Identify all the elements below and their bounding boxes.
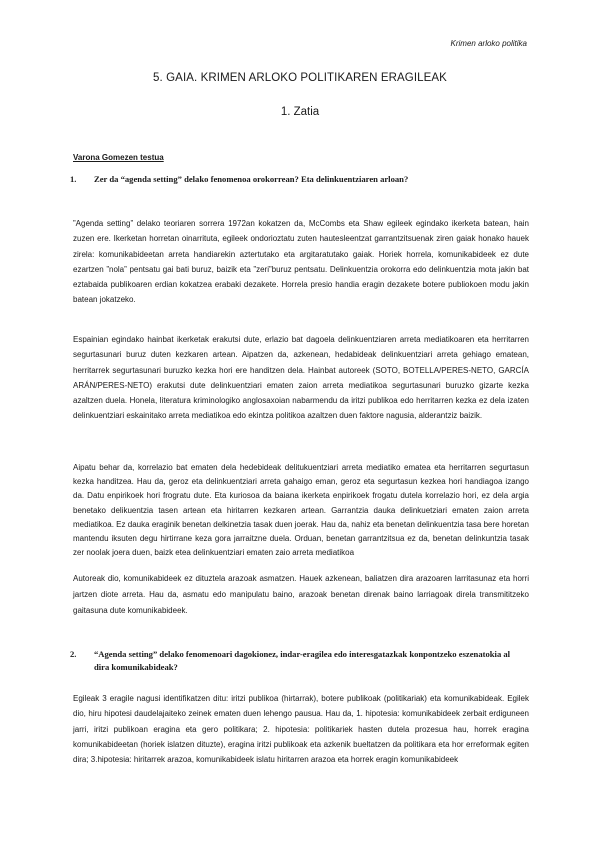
question-1 xyxy=(70,173,524,186)
paragraph-1 xyxy=(73,216,529,308)
question-number: 2. xyxy=(70,649,77,659)
paragraph-3 xyxy=(73,461,529,560)
paragraph-text: Egileak 3 eragile nagusi identifikatzen ditu: iritzi publikoa (hirtarrak), botere publikoak (politikariak) eta komunikabideak. Egilek dio, hiru hipotesi daudelajaiteko zeinek ematen duen lehengo pausua. Hau da, 1. hipotesia: komunikabideek zerbait erdiguneen jarri, iritzi publikoan eragina eta gero politikara; 2. hipotesia: politikariek hasten dutela prozesua hau, horrek eragina komunikabideetan (horiek islatzen dituzte), eragina iritzi publikoak eta azkenik bueltatzen da politikara eta hor erreformak egiten dira; 3.hipotesia: hiritarrek arazoa, komunikabideek islatu hiritarren arazoa eta horrek eragin komunikabideek xyxy=(73,694,529,765)
page-title: 5. GAIA. KRIMEN ARLOKO POLITIKAREN ERAGILEAK xyxy=(153,72,447,84)
question-number: 1. xyxy=(70,174,77,184)
page-subtitle: 1. Zatia xyxy=(280,106,320,118)
paragraph-text: Aipatu behar da, korrelazio bat ematen dela hedebideak delitukuentziari arreta mediatiko ematea eta herritarren segurtasun kezka handitzea. Hau da, geroz eta delinkuentziari arreta gahaigo eman, geroz eta segurtasun kezkea hori handiagoa izango da. Datu enpirikoek hori frogratu dute. Eta kuriosoa da baiana ikerketa enpirikoek frogatu dutela korrelazio hori, ez dela argia benetako delikuentzia tasen artean eta hiritarren kezkaren artean. Garrantzia dauka delinkuetziari ematen zaion arreta mediatikoa. Ez dauka eraginik benetan delkinetzia tasak duen joerak. Hau da, nahiz eta benetan delinkuentzia tasa bere horetan mantendu iksuten degu hirtirrane keza gora jarraitzne duela. Orduan, benetan garrantzitsua ez da, benetan delinkuntzia tasak zer noolak joera duen, baizk etea delinkuentziari ematen zaio arreta mediatikoa xyxy=(73,463,529,558)
question-text: Zer da “agenda setting” delako fenomenoa orokorrean? Eta delinkuentziaren arloan? xyxy=(94,174,409,184)
header-note: Krimen arloko politika xyxy=(450,39,527,48)
paragraph-text: Autoreak dio, komunikabideek ez dituztela arazoak asmatzen. Hauek azkenean, baliatzen dira arazoaren larritasunaz eta horri jartzen diote arreta. Hau da, asmatu edo manipulatu baino, arazoak benetan direnak baino larriagoak direla transmititzeko gaitasuna dute komunikabideek. xyxy=(73,574,529,615)
question-text: “Agenda setting” delako fenomenoari dagokionez, indar-eragilea edo interesgatazkak konpontzeko eszenatokia al dira komunikabideak? xyxy=(94,649,511,672)
paragraph-2 xyxy=(73,332,529,424)
paragraph-5 xyxy=(73,691,529,767)
question-2 xyxy=(70,648,524,674)
section-heading: Varona Gomezen testua xyxy=(73,153,164,162)
paragraph-text: ”Agenda setting” delako teoriaren sorrera 1972an kokatzen da, McCombs eta Shaw egileek egindako ikerketa batean, hain zuzen ere. Ikerketan horretan oinarrituta, egileek ondorioztatu zuten hautesleentzat garrantzitsuenak ziren gaiak honako hauek zirela: komunikabideetan arreta handiarekin aztertutako eta argitaratutako gaiak. Horiek horrela, komunikabideek ez dute ezartzen ”nola” pentsatu gai bati buruz, baizik eta ”zeri”buruz pentsatu. Delinkuentzia orokorra edo delinkuentzia mota jakin bat eztabaida publikoaren erdian kokatzea erabaki dezakete. Horrela presio handia eragin dezakete botere publiokoen modu jakin batean jokatzeko. xyxy=(73,219,529,305)
paragraph-4 xyxy=(73,571,529,619)
paragraph-text: Espainian egindako hainbat ikerketak erakutsi dute, erlazio bat dagoela delinkuentziaren arreta mediatikoaren eta herritarren segurtasunari buruz duten kezkaren artean. Aipatzen da, azkenean, hedabideak delinkuentziari arreta gehiago ematean, herritarrek segurtasunari buruzko kezka hori ere handitzen dela. Hainbat autoreek (SOTO, BOTELLA/PERES-NETO, GARCÍA ARÁN/PERES-NETO) erakutsi dute delinkuentziari ematen zaion arreta mediatikoa segurtasunari buruzko gizarte kezka azaltzen duela. Honela, literatura kriminologiko anglosaxoian nabarmendu da iritzi publikoa edo herritarren kezka ez dela izaten delinkuentziari eskainitako arreta mediatikoa edo ekintza politikoa azaltzen duen faktore nagusia, alderantziz baizik. xyxy=(73,335,529,421)
